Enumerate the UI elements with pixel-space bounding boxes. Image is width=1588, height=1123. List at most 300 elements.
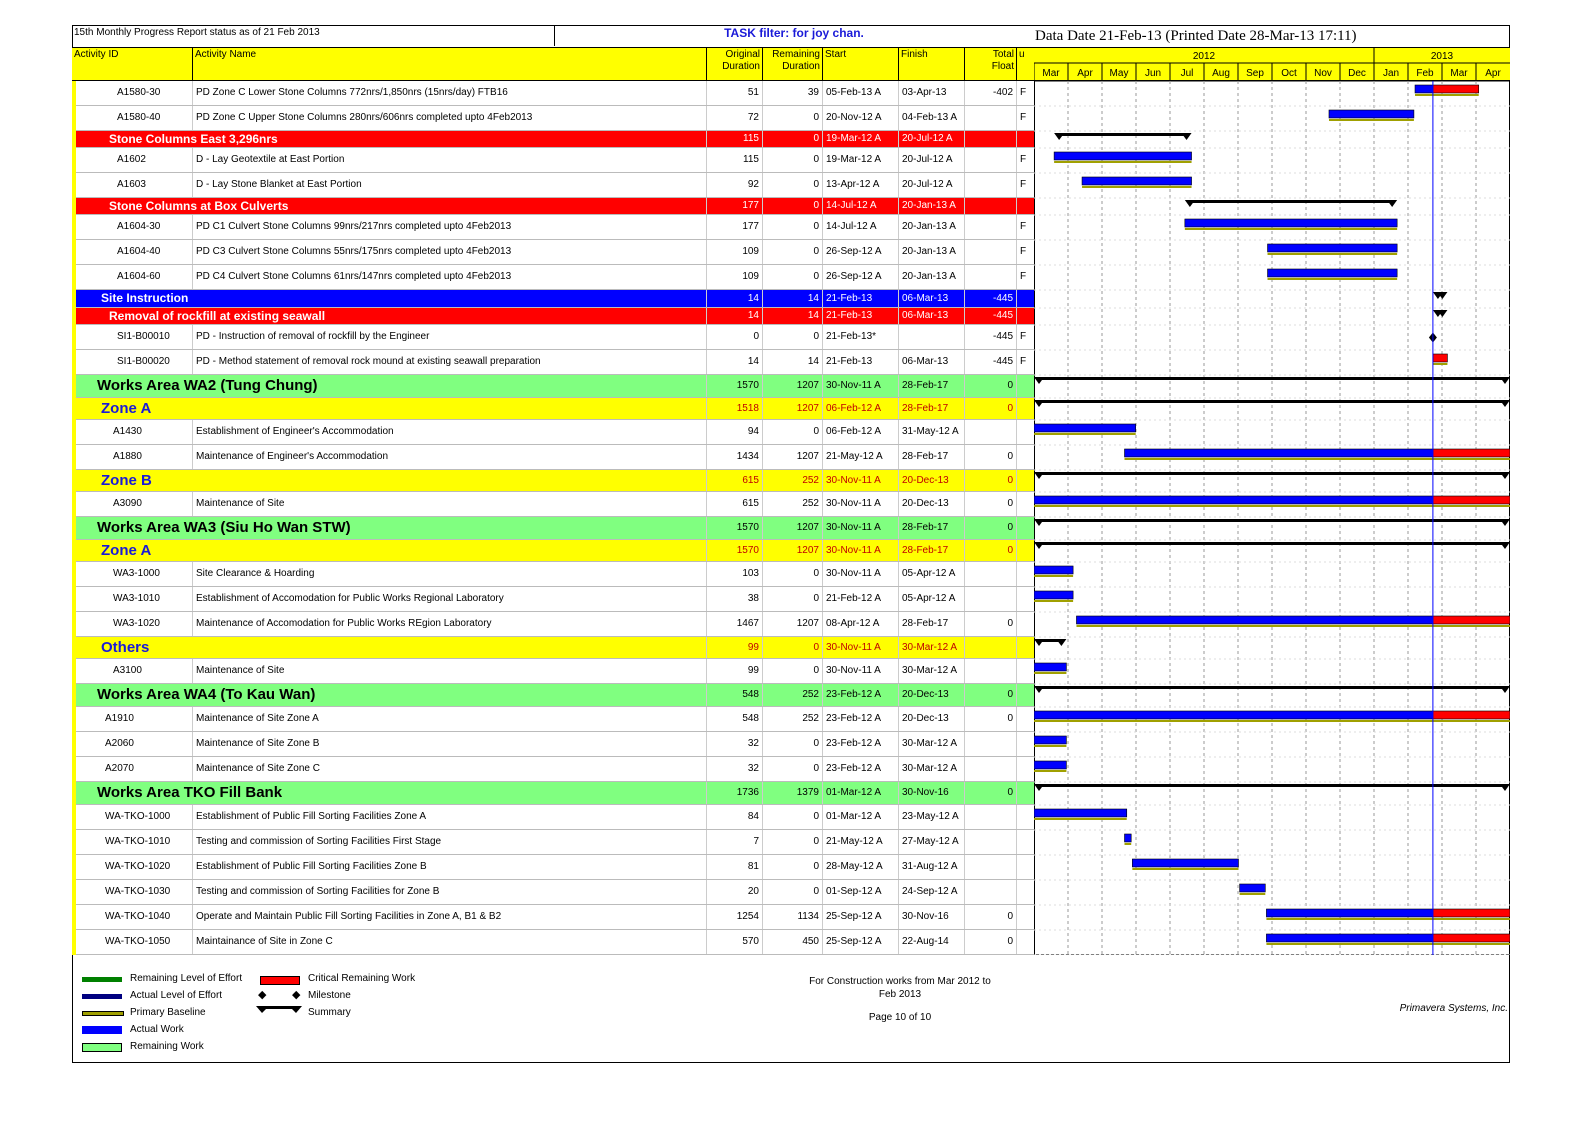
summary-bar [1433,292,1448,299]
original-duration: 570 [706,930,762,954]
remaining-duration: 0 [762,325,822,349]
activity-name: Establishment of Public Fill Sorting Facilities Zone A [192,805,706,829]
finish-date: 24-Sep-12 A [898,880,964,904]
start-date: 14-Jul-12 A [822,215,898,239]
wbs-row[interactable] [72,398,1034,420]
finish-date: 28-Feb-17 [898,375,964,397]
finish-date: 05-Apr-12 A [898,562,964,586]
activity-id: WA3-1010 [113,593,160,604]
activity-name: PD - Instruction of removal of rockfill by the Engineer [192,325,706,349]
activity-id: A1604-40 [117,246,161,257]
finish-date: 06-Mar-13 [898,350,964,374]
month-label: Apr [1485,68,1501,79]
remaining-duration: 14 [762,308,822,324]
finish-date: 05-Apr-12 A [898,587,964,611]
finish-date: 31-May-12 A [898,420,964,444]
remaining-duration: 1207 [762,517,822,539]
activity-name: Establishment of Engineer's Accommodation [192,420,706,444]
footer-note [780,975,1020,1001]
flag [1016,562,1034,586]
remaining-duration: 0 [762,880,822,904]
original-duration: 115 [706,131,762,147]
total-float [964,880,1016,904]
start-date: 01-Mar-12 A [822,805,898,829]
baseline-bar [1034,720,1510,722]
timescale-svg [1034,48,1510,82]
start-date: 21-May-12 A [822,445,898,469]
remaining-duration: 252 [762,684,822,706]
flag [1016,470,1034,491]
remaining-duration: 0 [762,732,822,756]
start-date: 21-Feb-13 [822,308,898,324]
activity-row[interactable] [72,562,1034,587]
summary-bar [1034,519,1510,526]
activity-name: Establishment of Accomodation for Public Works Regional Laboratory [192,587,706,611]
baseline-bar [1240,893,1266,895]
finish-date: 20-Dec-13 [898,707,964,731]
total-float: 0 [964,492,1016,516]
start-date: 21-Feb-13* [822,325,898,349]
baseline-bar [1034,433,1136,435]
finish-date: 20-Jul-12 A [898,173,964,197]
original-duration: 84 [706,805,762,829]
activity-name: Maintenance of Site Zone C [192,757,706,781]
activity-name: PD C3 Culvert Stone Columns 55nrs/175nrs completed upto 4Feb2013 [192,240,706,264]
start-date: 21-Feb-13 [822,290,898,307]
activity-row[interactable] [72,880,1034,905]
original-duration: 109 [706,240,762,264]
month-label: Mar [1042,68,1060,79]
activity-row[interactable] [72,905,1034,930]
wbs-row[interactable] [72,308,1034,325]
finish-date: 28-Feb-17 [898,398,964,419]
gantt-chart [1034,81,1510,955]
summary-bar [1185,200,1397,207]
wbs-name: Works Area WA4 (To Kau Wan) [97,686,316,703]
activity-id: A1880 [113,451,142,462]
wbs-row[interactable] [72,684,1034,707]
task-filter-label: TASK filter: for joy chan. [554,26,1033,46]
activity-row[interactable] [72,215,1034,240]
total-float [964,855,1016,879]
finish-date: 30-Mar-12 A [898,757,964,781]
activity-id: WA-TKO-1050 [105,936,171,947]
legend-swatch-remaining-work [82,1043,122,1052]
finish-date: 20-Jul-12 A [898,148,964,172]
baseline-bar [1266,918,1510,920]
baseline-bar [1034,818,1127,820]
activity-id: A1603 [117,179,146,190]
total-float: -402 [964,81,1016,105]
month-label: Jun [1144,68,1162,79]
flag: F [1016,265,1034,289]
activity-id: WA-TKO-1030 [105,886,171,897]
activity-row[interactable] [72,855,1034,880]
original-duration: 94 [706,420,762,444]
total-float [964,587,1016,611]
legend-remaining-work: Remaining Work [130,1041,204,1052]
total-float [964,562,1016,586]
remaining-duration: 0 [762,830,822,854]
actual-bar [1125,834,1132,842]
activity-row[interactable] [72,930,1034,955]
original-duration: 1518 [706,398,762,419]
original-duration: 1254 [706,905,762,929]
flag [1016,805,1034,829]
finish-date: 20-Dec-13 [898,684,964,706]
remaining-duration: 1207 [762,375,822,397]
actual-bar [1034,496,1433,504]
total-float [964,265,1016,289]
remaining-duration: 0 [762,131,822,147]
col-activity-id[interactable]: Activity ID [74,49,119,60]
total-float: -445 [964,350,1016,374]
actual-bar [1185,219,1397,227]
total-float: 0 [964,375,1016,397]
wbs-row[interactable] [72,782,1034,805]
total-float: 0 [964,398,1016,419]
baseline-bar [1034,575,1073,577]
original-duration: 1570 [706,375,762,397]
flag [1016,855,1034,879]
col-total-float[interactable]: Total Float [964,48,1016,80]
activity-row[interactable] [72,445,1034,470]
year-label: 2012 [1192,51,1216,62]
finish-date: 30-Mar-12 A [898,732,964,756]
gantt-frame [1035,81,1510,955]
flag [1016,131,1034,147]
activity-name: D - Lay Stone Blanket at East Portion [192,173,706,197]
original-duration: 14 [706,308,762,324]
activity-row[interactable] [72,805,1034,830]
original-duration: 32 [706,757,762,781]
original-duration: 1570 [706,517,762,539]
summary-bar [1433,310,1448,317]
total-float: -445 [964,290,1016,307]
activity-name: Maintenance of Engineer's Accommodation [192,445,706,469]
legend-swatch-critical [260,976,300,985]
remaining-duration: 252 [762,707,822,731]
total-float: 0 [964,517,1016,539]
total-float [964,131,1016,147]
legend-swatch-baseline [82,1011,124,1016]
finish-date: 27-May-12 A [898,830,964,854]
flag [1016,612,1034,636]
finish-date: 30-Mar-12 A [898,637,964,658]
finish-date: 20-Jan-13 A [898,265,964,289]
wbs-row[interactable] [72,131,1034,148]
original-duration: 72 [706,106,762,130]
remaining-duration: 0 [762,198,822,214]
baseline-bar [1034,505,1510,507]
actual-bar [1054,152,1191,160]
finish-date: 30-Mar-12 A [898,659,964,683]
col-activity-name[interactable]: Activity Name [192,48,706,80]
actual-bar [1034,566,1073,574]
month-label: Apr [1077,68,1093,79]
flag: F [1016,173,1034,197]
original-duration: 548 [706,707,762,731]
wbs-name: Works Area TKO Fill Bank [97,784,283,801]
activity-id: A3100 [113,665,142,676]
finish-date: 23-May-12 A [898,805,964,829]
start-date: 30-Nov-11 A [822,517,898,539]
start-date: 01-Mar-12 A [822,782,898,804]
wbs-row[interactable] [72,470,1034,492]
activity-id: WA-TKO-1010 [105,836,171,847]
activity-id: WA3-1000 [113,568,160,579]
activity-id: A1602 [117,154,146,165]
column-header [72,47,1034,81]
remaining-duration: 1207 [762,445,822,469]
original-duration: 615 [706,492,762,516]
col-original-duration[interactable]: Original Duration [706,48,762,80]
activity-row[interactable] [72,830,1034,855]
finish-date: 03-Apr-13 [898,81,964,105]
finish-date: 20-Jan-13 A [898,215,964,239]
activity-row[interactable] [72,492,1034,517]
wbs-name: Zone A [101,400,152,417]
wbs-row[interactable] [72,290,1034,308]
flag [1016,398,1034,419]
original-duration: 115 [706,148,762,172]
activity-row[interactable] [72,240,1034,265]
finish-date: 20-Dec-13 [898,470,964,491]
activity-id: WA3-1020 [113,618,160,629]
activity-row[interactable] [72,732,1034,757]
legend-remaining-loe: Remaining Level of Effort [130,973,243,984]
actual-bar [1034,711,1433,719]
summary-icon [256,1005,302,1015]
finish-date: 04-Feb-13 A [898,106,964,130]
flag: F [1016,148,1034,172]
original-duration: 20 [706,880,762,904]
col-start[interactable]: Start [822,48,898,80]
month-label: Feb [1416,68,1434,79]
finish-date: 31-Aug-12 A [898,855,964,879]
flag: F [1016,325,1034,349]
flag [1016,492,1034,516]
total-float [964,805,1016,829]
original-duration: 92 [706,173,762,197]
data-date-label: Data Date 21-Feb-13 (Printed Date 28-Mar-13 17:11) [1035,28,1357,44]
original-duration: 109 [706,265,762,289]
total-float: 0 [964,930,1016,954]
activity-row[interactable] [72,707,1034,732]
activity-id: A1580-30 [117,87,161,98]
flag [1016,587,1034,611]
original-duration: 103 [706,562,762,586]
flag [1016,930,1034,954]
original-duration: 1467 [706,612,762,636]
critical-bar [1433,354,1448,362]
remaining-duration: 1207 [762,612,822,636]
baseline-bar [1034,770,1066,772]
activity-row[interactable] [72,350,1034,375]
activity-row[interactable] [72,106,1034,131]
remaining-duration: 0 [762,562,822,586]
col-extra[interactable]: u [1016,48,1034,80]
actual-bar [1076,616,1432,624]
flag [1016,290,1034,307]
activity-id: A1910 [105,713,134,724]
total-float [964,106,1016,130]
activity-row[interactable] [72,420,1034,445]
original-duration: 81 [706,855,762,879]
month-label: Jan [1382,68,1400,79]
activity-name: Maintenance of Site Zone A [192,707,706,731]
total-float [964,215,1016,239]
actual-bar [1034,663,1066,671]
flag [1016,684,1034,706]
total-float: 0 [964,707,1016,731]
month-label: Oct [1281,68,1297,79]
legend-milestone: Milestone [308,990,351,1001]
flag [1016,445,1034,469]
finish-date: 20-Dec-13 [898,492,964,516]
start-date: 26-Sep-12 A [822,240,898,264]
activity-id: WA-TKO-1000 [105,811,171,822]
start-date: 23-Feb-12 A [822,757,898,781]
baseline-bar [1329,119,1414,121]
actual-bar [1034,809,1127,817]
original-duration: 548 [706,684,762,706]
flag [1016,540,1034,561]
activity-row[interactable] [72,659,1034,684]
start-date: 30-Nov-11 A [822,375,898,397]
activity-name: Testing and commission of Sorting Facilities First Stage [192,830,706,854]
original-duration: 38 [706,587,762,611]
baseline-bar [1125,458,1510,460]
actual-bar [1240,884,1266,892]
start-date: 13-Apr-12 A [822,173,898,197]
start-date: 06-Feb-12 A [822,420,898,444]
finish-date: 28-Feb-17 [898,445,964,469]
total-float [964,240,1016,264]
actual-bar [1268,244,1398,252]
baseline-bar [1034,745,1066,747]
original-duration: 99 [706,637,762,658]
baseline-bar [1132,868,1238,870]
start-date: 30-Nov-11 A [822,492,898,516]
flag [1016,757,1034,781]
start-date: 19-Mar-12 A [822,148,898,172]
activity-name: Site Clearance & Hoarding [192,562,706,586]
month-label: Nov [1314,68,1332,79]
original-duration: 32 [706,732,762,756]
activity-row[interactable] [72,265,1034,290]
legend-actual-loe: Actual Level of Effort [130,990,223,1001]
activity-name: Maintenance of Site Zone B [192,732,706,756]
activity-row[interactable] [72,81,1034,106]
wbs-row[interactable] [72,540,1034,562]
year-label: 2013 [1430,51,1454,62]
remaining-duration: 14 [762,290,822,307]
activity-name: PD Zone C Lower Stone Columns 772nrs/1,850nrs (15nrs/day) FTB16 [192,81,706,105]
activity-row[interactable] [72,148,1034,173]
actual-bar [1266,909,1432,917]
activity-row[interactable] [72,325,1034,350]
activity-row[interactable] [72,173,1034,198]
remaining-duration: 0 [762,587,822,611]
wbs-row[interactable] [72,375,1034,398]
activity-name: PD - Method statement of removal rock mound at existing seawall preparation [192,350,706,374]
activity-id: SI1-B00020 [117,356,170,367]
total-float: 0 [964,540,1016,561]
total-float [964,659,1016,683]
month-label: Dec [1348,68,1366,79]
remaining-duration: 0 [762,148,822,172]
col-finish[interactable]: Finish [898,48,964,80]
activity-name: Maintenance of Site [192,659,706,683]
wbs-row[interactable] [72,637,1034,659]
remaining-duration: 0 [762,637,822,658]
wbs-indent-bar [72,81,76,955]
month-label: Sep [1246,68,1264,79]
critical-bar [1433,496,1510,504]
activity-row[interactable] [72,587,1034,612]
total-float: 0 [964,470,1016,491]
col-remaining-duration[interactable]: Remaining Duration [762,48,822,80]
total-float [964,148,1016,172]
page-number: Page 10 of 10 [868,1012,932,1023]
wbs-row[interactable] [72,517,1034,540]
activity-row[interactable] [72,757,1034,782]
remaining-duration: 14 [762,350,822,374]
actual-bar [1034,591,1073,599]
legend-actual-work: Actual Work [130,1024,184,1035]
footer-note-line1: For Construction works from Mar 2012 to [809,976,991,987]
start-date: 23-Feb-12 A [822,707,898,731]
activity-name: Maintainance of Site in Zone C [192,930,706,954]
critical-bar [1433,934,1510,942]
legend-swatch-actual-loe [82,994,122,999]
flag [1016,830,1034,854]
start-date: 19-Mar-12 A [822,131,898,147]
activity-id: WA-TKO-1040 [105,911,171,922]
original-duration: 0 [706,325,762,349]
baseline-bar [1034,672,1066,674]
activity-id: A3090 [113,498,142,509]
remaining-duration: 0 [762,215,822,239]
actual-bar [1125,449,1433,457]
total-float: 0 [964,684,1016,706]
finish-date: 28-Feb-17 [898,540,964,561]
baseline-bar [1076,625,1510,627]
original-duration: 1434 [706,445,762,469]
wbs-name: Others [101,639,150,656]
wbs-name: Zone B [101,472,152,489]
activity-row[interactable] [72,612,1034,637]
total-float: 0 [964,612,1016,636]
wbs-name: Stone Columns at Box Culverts [109,199,289,213]
activity-id: SI1-B00010 [117,331,170,342]
milestone-icon: ◆ [258,989,267,1001]
start-date: 30-Nov-11 A [822,562,898,586]
total-float [964,637,1016,658]
wbs-row[interactable] [72,198,1034,215]
activity-name: PD Zone C Upper Stone Columns 280nrs/606nrs completed upto 4Feb2013 [192,106,706,130]
flag [1016,880,1034,904]
activity-id: A1604-60 [117,271,161,282]
critical-bar [1433,85,1479,93]
milestone-icon: ◆ [292,989,301,1001]
original-duration: 615 [706,470,762,491]
finish-date: 06-Mar-13 [898,290,964,307]
finish-date: 30-Nov-16 [898,905,964,929]
start-date: 30-Nov-11 A [822,470,898,491]
actual-bar [1329,110,1414,118]
